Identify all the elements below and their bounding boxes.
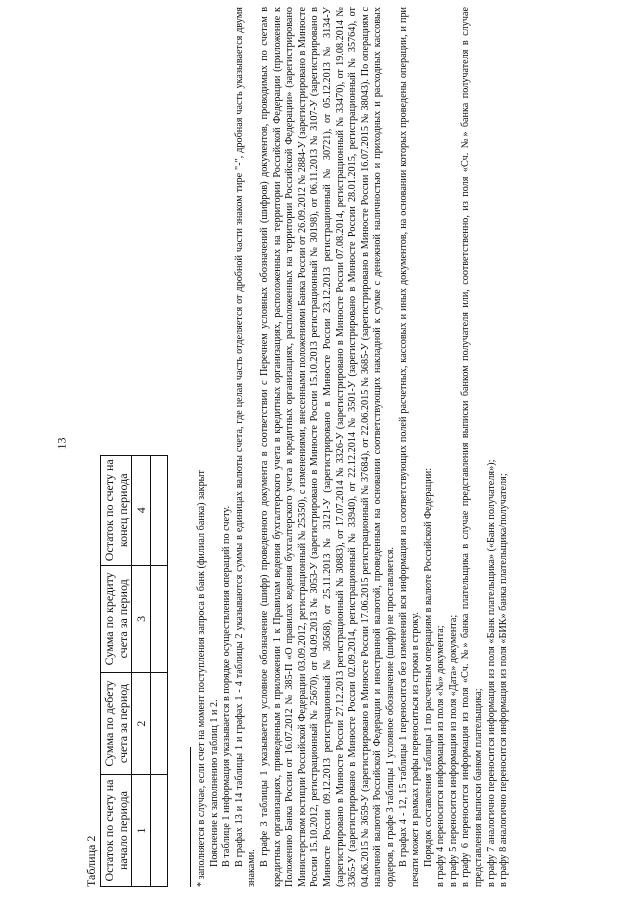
body-text: [196, 7, 511, 887]
column-number: 1: [132, 775, 151, 887]
paragraph: в графу 5 переносится информация из поля «Дата» документа;: [447, 614, 459, 887]
column-number-row: [132, 456, 151, 887]
header-cell: Сумма по дебету счета за период: [101, 673, 132, 775]
paragraph: В графах 13 и 14 таблицы 1 и графах 1 - 4 таблицы 2 указываются суммы в единицах валюты счета, где целая часть отделяется от дробной части знаком тире "-", дробная часть указывается двумя знаками.: [233, 7, 258, 887]
empty-row: [151, 456, 168, 887]
paragraph: в графу 7 аналогично переносится информация из поля «Банк плательщика» («Банк получателя»);: [485, 459, 497, 887]
paragraph: в графу 4 переносится информация из поля «№» документа;: [435, 625, 447, 887]
column-number: 4: [132, 456, 151, 566]
paragraph: в графу 6 переносится информация из поля «Сч. №» банка плательщика в случае представления выписки банком получателя или, соответственно, из поля «Сч. №» банка получателя в случае представления выписки банком плательщика;: [460, 7, 485, 887]
header-cell: Сумма по кредиту счета за период: [101, 565, 132, 673]
header-cell: Остаток по счету на начало периода: [101, 775, 132, 887]
paragraph: Порядок составления таблицы 1 по расчетным операциям в валюте Российской Федерации:: [422, 467, 434, 867]
column-number: 2: [132, 673, 151, 775]
page-number: 13: [54, 437, 69, 450]
table-header-row: [101, 456, 132, 887]
footnote-rule: [190, 747, 191, 887]
paragraph: Пояснение к заполнению таблиц 1 и 2.: [208, 699, 220, 867]
paragraph: В таблице 1 информация указывается в порядке осуществления операций по счету.: [221, 505, 233, 867]
paragraph: В графе 3 таблицы 1 указывается условное обозначение (шифр) проведенного документа в соответствии с Перечнем условных обозначений (шифров) документов, проводимых по счетам в кредитных организациях, приведенным в приложении 1 к Правилам ведения бухгалтерского учета в кредитных организациях, расположенных на территории Российской Федерации (приложение к Положению Банка России от 16.07.2012 № 385-П «О правилах ведения бухгалтерского учета в кредитных организациях, расположенных на территории Российской Федерации» (зарегистрировано Министерством юстиции Российской Федерации 03.09.2012, регистрационный № 25350), с изменениями, внесенными положениями Банка России от 26.09.2012 № 2884-У (зарегистрировано в Минюсте России 15.10.2012, регистрационный № 25670), от 04.09.2013 № 3053-У (зарегистрировано в Минюсте России 15.10.2013 регистрационный № 30198), от 06.11.2013 № 3107-У (зарегистрировано в Минюсте России 09.12.2013 регистрационный № 30568), от 25.11.2013 № 3121-У (зарегистрировано в Минюсте России 23.12.2013 регистрационный № 30721), от 05.12.2013 № 3134-У (зарегистрировано в Минюсте России 27.12.2013 регистрационный № 30883), от 17.07.2014 № 3326-У (зарегистрировано в Минюсте России 07.08.2014, регистрационный № 33470), от 19.08.2014 № 3365-У (зарегистрировано в Минюсте России 02.09.2014, регистрационный № 33940), от 22.12.2014 № 3501-У (зарегистрировано в Минюсте России 28.01.2015, регистрационный № 35764), от 04.06.2015 № 3659-У (зарегистрировано в Минюсте России 17.06.2015 регистрационный № 37684), от 22.06.2015 № 3685-У (зарегистрировано в Минюсте России 16.07.2015 № 38043). По операциям с наличной валютой Российской Федерации и иностранной валютой, проведенным на основании соответствующих накладной к сумке с денежной наличностью и приходных и расходных кассовых ордеров, в графе 3 таблицы 1 условное обозначение (шифр) не проставляется.: [258, 7, 396, 887]
header-cell: Остаток по счету на конец периода: [101, 456, 132, 566]
table-2: [100, 455, 168, 887]
table-caption: Таблица 2: [84, 835, 98, 887]
paragraph: В графах 4 - 12, 15 таблицы 1 переносится без изменений вся информация из соответствующих полей расчетных, кассовых и иных документов, на основании которых проведены операции, и при печати может в рамках графы переноситься из строки в строку.: [397, 7, 422, 887]
paragraph: в графу 8 аналогично переносится информация из поля «БИК» банка плательщика/получателя;: [498, 473, 510, 887]
footnote: * заполняется в случае, если счет на момент поступления запроса в банк (филиал банка) закрыт: [196, 470, 207, 887]
column-number: 3: [132, 565, 151, 673]
